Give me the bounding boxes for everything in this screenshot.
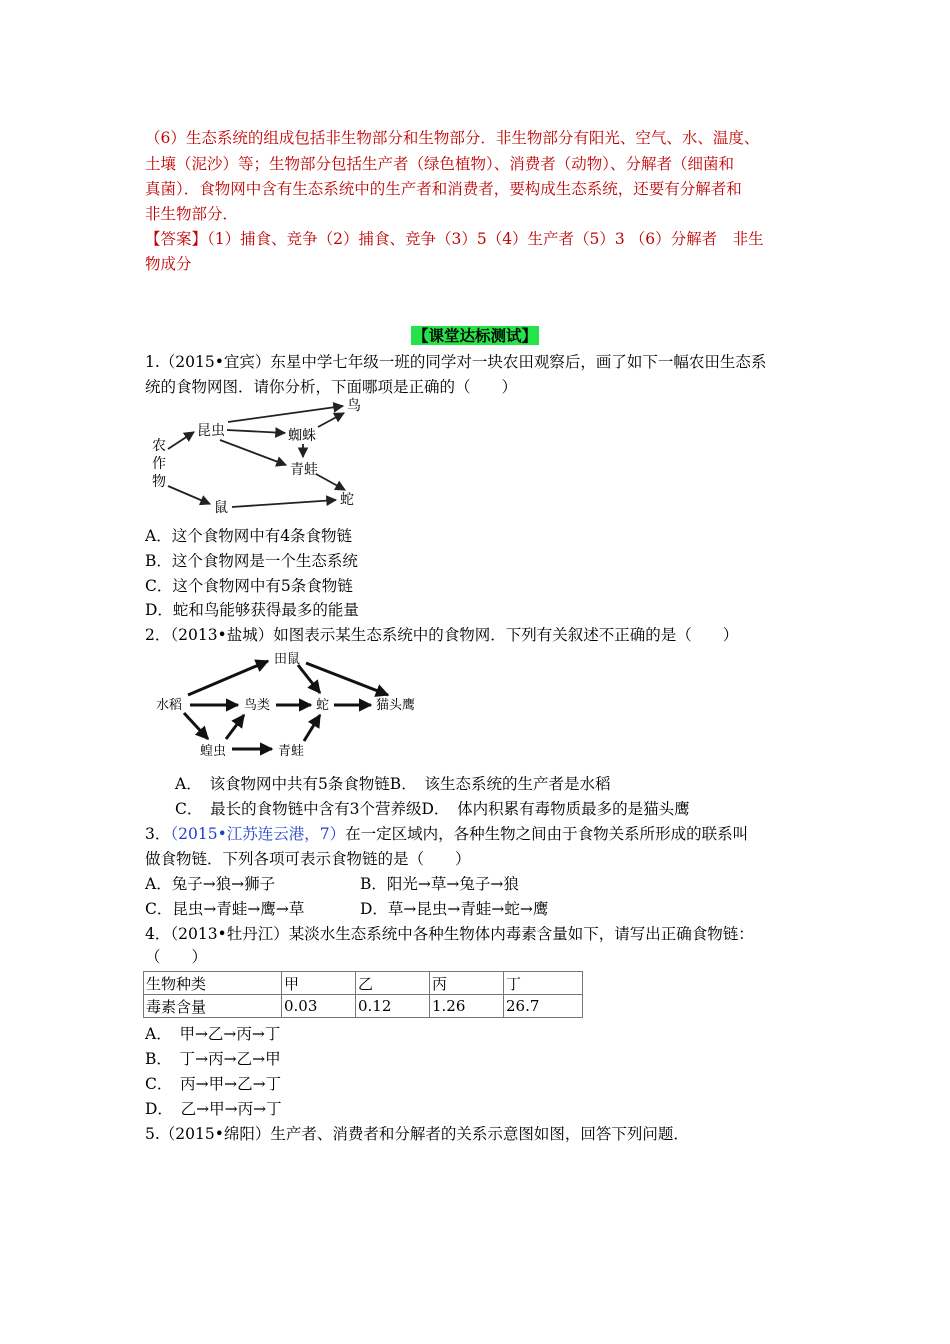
- q2-arrow-rice-fieldmouse: [188, 661, 268, 695]
- q3-stem-line-1: [145, 824, 748, 844]
- q2-arrow-rice-locust: [184, 713, 208, 739]
- q1-node-bird: 鸟: [347, 398, 361, 414]
- q3-number: 3．: [145, 825, 171, 843]
- toxin-table-cell: 26.7: [504, 995, 583, 1018]
- q4-option-a: A． 甲→乙→丙→丁: [145, 1025, 281, 1043]
- q2-options-row-1: A． 该食物网中共有5条食物链B． 该生态系统的生产者是水稻: [175, 775, 611, 793]
- q4-stem-line-1: 4．（2013•牡丹江）某淡水生态系统中各种生物体内毒素含量如下，请写出正确食物链：: [145, 925, 754, 943]
- toxin-table-cell: 0.03: [282, 995, 356, 1018]
- toxin-table-header-cell: 生物种类: [144, 972, 282, 995]
- q3-option-c: C．昆虫→青蛙→鹰→草: [145, 900, 305, 918]
- q1-crop-char-1: 农: [152, 438, 166, 454]
- q1-stem-line-1: 1.（2015•宜宾）东星中学七年级一班的同学对一块农田观察后，画了如下一幅农田生态系: [145, 353, 767, 371]
- q1-arrow-insect-frog: [220, 440, 286, 465]
- q1-option-a: A．这个食物网中有4条食物链: [145, 527, 353, 545]
- toxin-table-header-cell: 乙: [356, 972, 430, 995]
- q3-option-a: A．兔子→狼→狮子: [145, 875, 276, 893]
- q5-stem: 5.（2015•绵阳）生产者、消费者和分解者的关系示意图如图，回答下列问题．: [145, 1125, 689, 1143]
- explanation-line-2: 土壤（泥沙）等；生物部分包括生产者（绿色植物）、消费者（动物）、分解者（细菌和: [145, 155, 735, 173]
- q2-stem: 2．（2013•盐城）如图表示某生态系统中的食物网．下列有关叙述不正确的是（ ）: [145, 626, 739, 644]
- q4-option-c: C． 丙→甲→乙→丁: [145, 1075, 282, 1093]
- q3-stem-rest: 在一定区域内，各种生物之间由于食物关系所形成的联系叫: [345, 825, 749, 843]
- q2-food-web-diagram: [148, 645, 438, 763]
- section-title-wrap: [0, 326, 950, 346]
- toxin-table-data-row: [144, 995, 583, 1018]
- q2-node-field-mouse: 田鼠: [274, 652, 301, 667]
- q3-source: （2015•江苏连云港，7）: [170, 825, 346, 843]
- answer-line-2: 物成分: [145, 255, 192, 273]
- toxin-table-cell: 0.12: [356, 995, 430, 1018]
- q1-node-mouse: 鼠: [214, 500, 228, 516]
- q3-stem-line-2: 做食物链．下列各项可表示食物链的是（ ）: [145, 850, 471, 868]
- q4-option-d: D． 乙→甲→丙→丁: [145, 1100, 282, 1118]
- section-title: 【课堂达标测试】: [412, 326, 537, 345]
- q1-arrow-crop-insect: [168, 432, 194, 449]
- q1-option-b: B．这个食物网是一个生态系统: [145, 552, 358, 570]
- q2-node-birds: 鸟类: [244, 698, 271, 713]
- q3-option-b: B．阳光→草→兔子→狼: [360, 875, 519, 893]
- toxin-table-header-row: [144, 972, 583, 995]
- q1-node-spider: 蜘蛛: [288, 428, 316, 444]
- q2-node-owl: 猫头鹰: [376, 698, 416, 713]
- toxin-table-header-cell: 丙: [430, 972, 504, 995]
- toxin-table-cell: 1.26: [430, 995, 504, 1018]
- q2-node-snake: 蛇: [316, 698, 330, 713]
- answer-line-1: 【答案】（1）捕食、竞争（2）捕食、竞争（3）5（4）生产者（5）3 （6）分解者 非生: [145, 230, 764, 248]
- q2-arrow-frog-snake: [304, 715, 320, 741]
- q1-arrow-insect-bird: [228, 406, 343, 422]
- q1-crop-char-3: 物: [152, 474, 166, 490]
- q1-arrow-spider-bird: [318, 413, 344, 427]
- explanation-line-3: 真菌）．食物网中含有生态系统中的生产者和消费者，要构成生态系统，还要有分解者和: [145, 180, 742, 198]
- q1-food-web-diagram: [140, 394, 370, 520]
- q1-crop-char-2: 作: [152, 456, 166, 472]
- toxin-table-header-cell: 甲: [282, 972, 356, 995]
- q2-arrow-fieldmouse-snake: [298, 665, 320, 693]
- q1-arrow-crop-mouse: [168, 486, 210, 504]
- toxin-table: [143, 971, 583, 1018]
- q2-options-row-2: C． 最长的食物链中含有3个营养级D． 体内积累有毒物质最多的是猫头鹰: [175, 800, 690, 818]
- toxin-table-header-cell: 丁: [504, 972, 583, 995]
- q1-option-d: D．蛇和鸟能够获得最多的能量: [145, 601, 359, 619]
- q1-node-insect: 昆虫: [197, 423, 225, 439]
- q1-arrow-insect-spider: [227, 430, 285, 433]
- q4-option-b: B． 丁→丙→乙→甲: [145, 1050, 281, 1068]
- q4-stem-line-2: （ ）: [145, 948, 208, 966]
- q3-option-d: D．草→昆虫→青蛙→蛇→鹰: [360, 900, 549, 918]
- toxin-table-cell: 毒素含量: [144, 995, 282, 1018]
- q1-arrow-mouse-snake: [232, 500, 336, 507]
- q2-node-locust: 蝗虫: [200, 744, 227, 759]
- explanation-line-4: 非生物部分．: [145, 205, 239, 223]
- q2-arrow-locust-birds: [226, 715, 244, 739]
- q1-node-snake: 蛇: [340, 492, 354, 508]
- q2-node-rice: 水稻: [156, 698, 183, 713]
- q1-arrow-frog-snake: [316, 474, 345, 490]
- explanation-line-1: （6）生态系统的组成包括非生物部分和生物部分．非生物部分有阳光、空气、水、温度、: [145, 129, 760, 147]
- q1-node-frog: 青蛙: [290, 462, 318, 478]
- q1-stem-line-2: 统的食物网图．请你分析，下面哪项是正确的（ ）: [145, 378, 518, 396]
- q2-node-frog: 青蛙: [278, 744, 305, 759]
- q1-option-c: C．这个食物网中有5条食物链: [145, 577, 353, 595]
